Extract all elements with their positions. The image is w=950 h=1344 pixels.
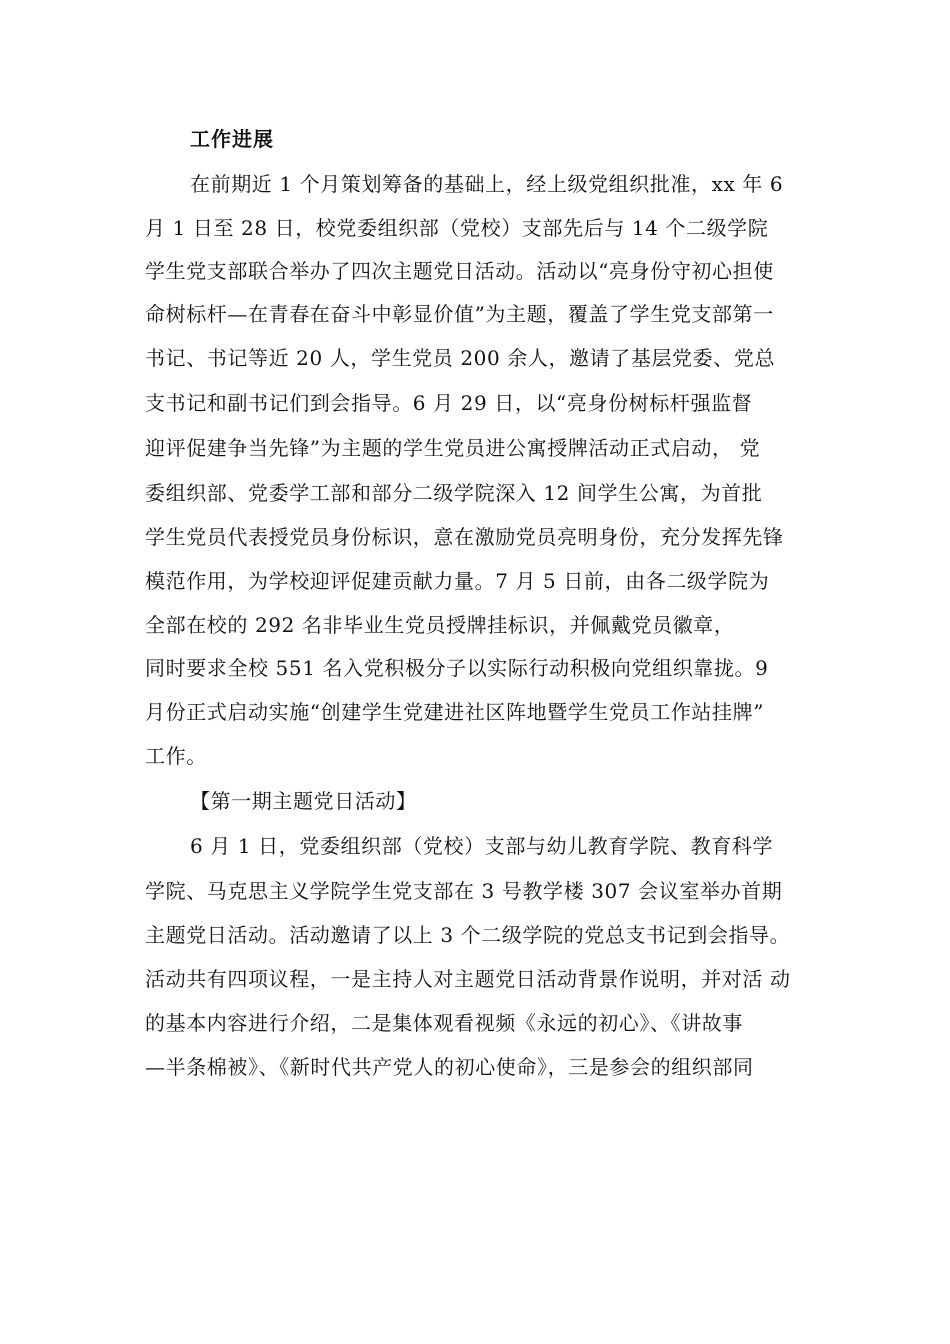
paragraph-1-line-13: 月份正式启动实施“创建学生党建进社区阵地暨学生党员工作站挂牌” bbox=[145, 700, 765, 724]
paragraph-1-line-11: 全部在校的 292 名非毕业生党员授牌挂标识，并佩戴党员徽章， bbox=[145, 613, 735, 637]
paragraph-2-line-3: 主题党日活动。活动邀请了以上 3 个二级学院的党总支书记到会指导。 bbox=[145, 923, 791, 947]
paragraph-1-line-6: 支书记和副书记们到会指导。6 月 29 日，以“亮身份树标杆强监督 bbox=[145, 391, 753, 415]
paragraph-1-line-2: 月 1 日至 28 日，校党委组织部（党校）支部先后与 14 个二级学院 bbox=[145, 216, 769, 240]
paragraph-1-line-10: 模范作用，为学校迎评促建贡献力量。7 月 5 日前，由各二级学院为 bbox=[145, 569, 770, 593]
section-title: 【第一期主题党日活动】 bbox=[190, 789, 417, 813]
paragraph-2-line-2: 学院、马克思主义学院学生党支部在 3 号教学楼 307 会议室举办首期 bbox=[145, 879, 783, 903]
paragraph-1-line-12: 同时要求全校 551 名入党积极分子以实际行动积极向党组织靠拢。9 bbox=[145, 656, 769, 680]
paragraph-2-line-4: 活动共有四项议程，一是主持人对主题党日活动背景作说明，并对活 动 bbox=[145, 967, 791, 991]
paragraph-1-line-3: 学生党支部联合举办了四次主题党日活动。活动以“亮身份守初心担使 bbox=[145, 259, 774, 283]
paragraph-1-line-4: 命树标杆—在青春在奋斗中彰显价值”为主题，覆盖了学生党支部第一 bbox=[145, 302, 774, 326]
paragraph-2-line-1: 6 月 1 日，党委组织部（党校）支部与幼儿教育学院、教育科学 bbox=[190, 834, 774, 858]
paragraph-1-line-1: 在前期近 1 个月策划筹备的基础上，经上级党组织批准，xx 年 6 bbox=[190, 172, 784, 196]
paragraph-1-line-8: 委组织部、党委学工部和部分二级学院深入 12 间学生公寓，为首批 bbox=[145, 481, 763, 505]
paragraph-1-line-5: 书记、书记等近 20 人，学生党员 200 余人，邀请了基层党委、党总 bbox=[145, 346, 776, 370]
section-heading: 工作进展 bbox=[190, 127, 274, 151]
paragraph-2-line-6: —半条棉被》、《新时代共产党人的初心使命》，三是参会的组织部同 bbox=[145, 1055, 754, 1079]
paragraph-1-line-7: 迎评促建争当先锋”为主题的学生党员进公寓授牌活动正式启动， 党 bbox=[145, 436, 761, 460]
paragraph-1-line-14: 工作。 bbox=[145, 744, 207, 768]
paragraph-2-line-5: 的基本内容进行介绍，二是集体观看视频《永远的初心》、《讲故事 bbox=[145, 1011, 743, 1035]
paragraph-1-line-9: 学生党员代表授党员身份标识，意在激励党员亮明身份，充分发挥先锋 bbox=[145, 525, 784, 549]
